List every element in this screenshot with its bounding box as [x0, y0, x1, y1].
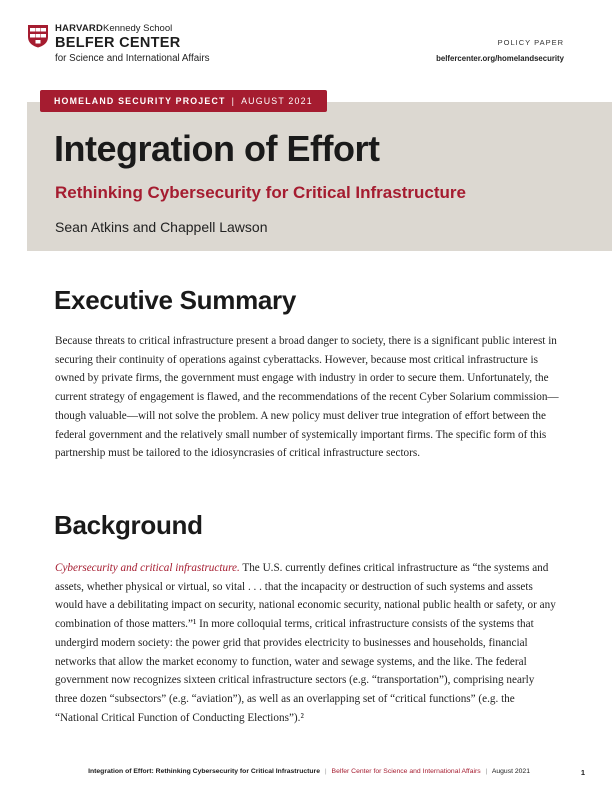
project-tag [40, 90, 327, 112]
hks-wordmark: HARVARDKennedy School [55, 23, 173, 34]
belfer-logo [27, 22, 287, 68]
footer-center: Belfer Center for Science and International Affairs [331, 768, 481, 775]
tag-separator: | [231, 96, 236, 106]
background-heading: Background [54, 510, 203, 540]
page-subtitle: Rethinking Cybersecurity for Critical Infrastructure [55, 183, 466, 202]
authors: Sean Atkins and Chappell Lawson [55, 219, 268, 235]
page-title: Integration of Effort [54, 128, 380, 169]
background-text: The U.S. currently defines critical infrastructure as “the systems and assets, whether physical or virtual, so vital . . . that the incapacity or destruction of such systems and assets would have a debilitating impact on security, national economic security, national public health or safety, or any combination of those matters.”¹ In more colloquial terms, critical infrastructure consists of the systems that undergird modern society: the power grid that provides electricity to businesses and households, financial networks that allow the market economy to function, water and sewage systems, and the like. The federal government now recognizes sixteen critical infrastructure sectors (e.g. “transportation”), comprising nearly three dozen “subsectors” (e.g. “aviation”), as well as an overlapping set of “critical functions” (e.g. the “National Critical Function of Conducting Elections”).² [55, 562, 556, 724]
project-name: HOMELAND SECURITY PROJECT [54, 96, 226, 106]
belfer-center-subtitle: for Science and International Affairs [55, 53, 210, 64]
document-type: POLICY PAPER [497, 38, 564, 47]
background-paragraph [55, 559, 559, 727]
background-lead: Cybersecurity and critical infrastructure. [55, 562, 240, 574]
footer-title: Integration of Effort: Rethinking Cybersecurity for Critical Infrastructure [88, 768, 320, 775]
harvard-shield-icon [27, 24, 49, 48]
website-link[interactable]: belfercenter.org/homelandsecurity [436, 54, 564, 63]
executive-summary-paragraph: Because threats to critical infrastructure present a broad danger to society, there is a significant public interest in securing their continuity of operations against cyberattacks. However, because most critical infrastructure is owned by private firms, the government must engage with industry in order to secure them. Unfortunately, the current strategy of engagement is flawed, and the recommendations of the recent Cyber Solarium commission—though valuable—will not solve the problem. A new policy must deliver true integration of effort between the federal government and the relatively small number of systemically important firms. The specific form of this partnership must be tailored to the idiosyncrasies of critical infrastructure sectors. [55, 335, 559, 460]
page-footer [0, 768, 612, 782]
page-number: 1 [580, 768, 585, 777]
footer-separator: | [324, 768, 327, 775]
footer-text [88, 768, 530, 775]
executive-summary-heading: Executive Summary [54, 285, 297, 315]
publication-date: AUGUST 2021 [241, 96, 313, 106]
footer-separator: | [485, 768, 488, 775]
footer-date: August 2021 [491, 768, 530, 775]
belfer-center-title: BELFER CENTER [55, 35, 181, 51]
